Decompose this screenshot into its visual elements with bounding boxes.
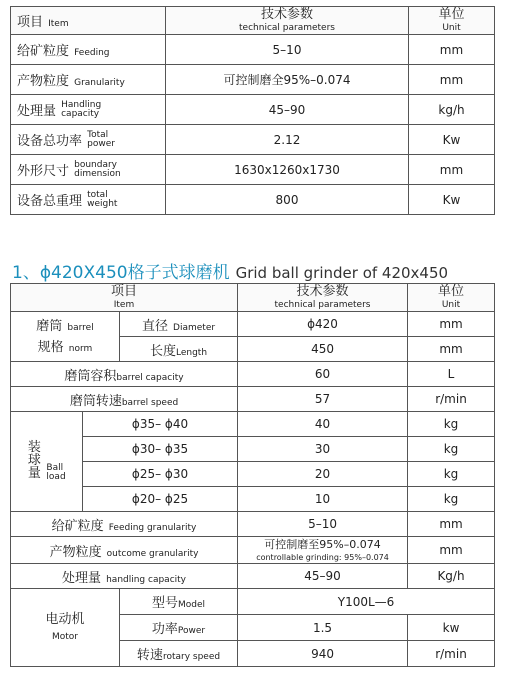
barrel-spec-en-2: norm xyxy=(68,343,93,354)
ball-load-zh-3: 量 xyxy=(27,466,41,482)
row-label-en-1: Handling xyxy=(61,100,102,111)
barrel-spec-zh-1: 磨筒 xyxy=(36,318,63,334)
ball-unit: kg xyxy=(408,462,495,487)
barrel-spec-en-1: barrel xyxy=(67,322,94,333)
rotary-en: rotary speed xyxy=(162,652,221,662)
outcome-value-en: controllable grinding: 95%–0.074 xyxy=(256,553,389,562)
table-row xyxy=(11,35,495,65)
ball-size: ϕ25– ϕ30 xyxy=(83,462,238,487)
header-unit xyxy=(408,284,495,312)
rotary-zh: 转速 xyxy=(136,648,163,663)
row-value: 1630x1260x1730 xyxy=(166,155,409,185)
row-label-zh: 给矿粒度 xyxy=(17,44,70,59)
row-value: 45–90 xyxy=(166,95,409,125)
table-row xyxy=(11,387,495,412)
table-row xyxy=(11,95,495,125)
ball-load-en-2: load xyxy=(46,471,66,482)
row-unit: mm xyxy=(409,35,495,65)
model-zh: 型号 xyxy=(151,596,178,611)
row-unit: kg/h xyxy=(409,95,495,125)
table-row xyxy=(11,589,495,615)
table-row xyxy=(11,512,495,537)
capacity-unit: L xyxy=(408,362,495,387)
row-unit: Kw xyxy=(409,125,495,155)
row-unit: mm xyxy=(409,65,495,95)
table-row xyxy=(11,155,495,185)
ball-value: 40 xyxy=(238,412,408,437)
row-value: 800 xyxy=(166,185,409,215)
outcome-en: outcome granularity xyxy=(106,548,199,559)
header-tech xyxy=(238,284,408,312)
header-item-en: Item xyxy=(113,300,135,310)
capacity-en: barrel capacity xyxy=(116,372,184,383)
row-value: 5–10 xyxy=(166,35,409,65)
header-unit-zh: 单位 xyxy=(438,7,465,22)
header-unit xyxy=(409,7,495,35)
table-row xyxy=(11,537,495,564)
header-unit-en: Unit xyxy=(442,23,461,33)
ball-unit: kg xyxy=(408,437,495,462)
table-row xyxy=(11,65,495,95)
power-value: 1.5 xyxy=(238,615,408,641)
header-tech-zh: 技术参数 xyxy=(296,284,349,299)
barrel-spec-label xyxy=(11,312,120,362)
length-en: Length xyxy=(175,347,208,358)
table-row xyxy=(11,487,495,512)
feeding-en: Feeding granularity xyxy=(108,522,197,533)
table-row xyxy=(11,564,495,589)
ball-size: ϕ35– ϕ40 xyxy=(83,412,238,437)
header-tech xyxy=(166,7,409,35)
section-title xyxy=(12,258,448,283)
row-label-en-1: boundary xyxy=(74,160,117,171)
row-unit: Kw xyxy=(409,185,495,215)
ball-load-label xyxy=(11,412,83,512)
outcome-zh: 产物粒度 xyxy=(49,544,102,560)
outcome-value-zh: 可控制磨至95%–0.074 xyxy=(264,538,381,551)
row-value: 2.12 xyxy=(166,125,409,155)
ball-size: ϕ20– ϕ25 xyxy=(83,487,238,512)
row-label-en-1: Total xyxy=(87,130,109,141)
table-row xyxy=(11,437,495,462)
header-tech-en: technical parameters xyxy=(239,23,335,33)
header-item-zh: 项目 xyxy=(17,15,44,30)
row-value: 可控制磨全95%–0.074 xyxy=(166,65,409,95)
power-en: Power xyxy=(177,626,206,636)
capacity-value: 60 xyxy=(238,362,408,387)
row-label-zh: 设备总重理 xyxy=(17,193,83,209)
speed-value: 57 xyxy=(238,387,408,412)
handling-zh: 处理量 xyxy=(61,570,101,586)
feeding-zh: 给矿粒度 xyxy=(51,518,104,534)
rotary-value: 940 xyxy=(238,641,408,667)
row-label-zh: 产物粒度 xyxy=(17,74,70,89)
row-label-zh: 设备总功率 xyxy=(17,133,83,149)
header-item xyxy=(11,284,238,312)
power-zh: 功率 xyxy=(151,622,178,637)
length-zh: 长度 xyxy=(149,343,176,359)
row-label-en-2: power xyxy=(87,139,115,150)
row-label-zh: 处理量 xyxy=(17,103,57,119)
row-label-en-2: capacity xyxy=(61,109,100,120)
motor-en: Motor xyxy=(51,632,78,642)
table-row xyxy=(11,125,495,155)
handling-unit: Kg/h xyxy=(408,564,495,589)
spec-table-2 xyxy=(10,283,495,667)
feeding-value: 5–10 xyxy=(238,512,408,537)
row-label-en-2: dimension xyxy=(74,169,121,180)
capacity-zh: 磨筒容积 xyxy=(64,368,117,384)
ball-unit: kg xyxy=(408,487,495,512)
table-row xyxy=(11,362,495,387)
ball-size: ϕ30– ϕ35 xyxy=(83,437,238,462)
ball-value: 20 xyxy=(238,462,408,487)
rotary-unit: r/min xyxy=(408,641,495,667)
header-unit-zh: 单位 xyxy=(438,284,465,299)
diameter-zh: 直径 xyxy=(141,318,168,334)
diameter-value: ϕ420 xyxy=(238,312,408,337)
row-label-zh: 外形尺寸 xyxy=(17,163,70,179)
power-unit: kw xyxy=(408,615,495,641)
ball-unit: kg xyxy=(408,412,495,437)
model-en: Model xyxy=(178,600,206,610)
header-item-en: Item xyxy=(48,19,69,29)
motor-zh: 电动机 xyxy=(45,612,85,627)
table-row xyxy=(11,185,495,215)
row-label-en: Feeding xyxy=(74,48,110,58)
header-item xyxy=(11,7,166,35)
table-row xyxy=(11,312,495,337)
motor-label xyxy=(11,589,120,667)
ball-load-zh-1: 装 xyxy=(27,440,41,456)
table-header-row xyxy=(11,284,495,312)
diameter-en: Diameter xyxy=(173,322,216,333)
diameter-unit: mm xyxy=(408,312,495,337)
handling-en: handling capacity xyxy=(106,574,187,585)
ball-load-en-1: Ball xyxy=(46,462,64,473)
handling-value: 45–90 xyxy=(238,564,408,589)
ball-value: 10 xyxy=(238,487,408,512)
section-title-en: Grid ball grinder of 420x450 xyxy=(235,264,449,282)
speed-unit: r/min xyxy=(408,387,495,412)
spec-table-1 xyxy=(10,6,495,215)
header-tech-zh: 技术参数 xyxy=(260,7,313,22)
section-title-zh: 1、ϕ420X450格子式球磨机 xyxy=(12,263,230,283)
ball-load-zh-2: 球 xyxy=(27,453,41,469)
header-item-zh: 项目 xyxy=(111,284,138,299)
speed-en: barrel speed xyxy=(121,397,179,408)
speed-zh: 磨筒转速 xyxy=(69,393,122,409)
header-unit-en: Unit xyxy=(441,300,461,310)
header-tech-en: technical parameters xyxy=(274,300,371,310)
barrel-spec-zh-2: 规格 xyxy=(37,339,64,355)
row-label-en: Granularity xyxy=(74,78,125,88)
row-label-en-1: total xyxy=(87,190,108,201)
outcome-unit: mm xyxy=(408,537,495,564)
length-unit: mm xyxy=(408,337,495,362)
length-value: 450 xyxy=(238,337,408,362)
feeding-unit: mm xyxy=(408,512,495,537)
outcome-value xyxy=(238,537,408,564)
row-label-en-2: weight xyxy=(87,199,118,210)
model-value: Y100L—6 xyxy=(238,589,495,615)
table-header-row xyxy=(11,7,495,35)
row-unit: mm xyxy=(409,155,495,185)
ball-value: 30 xyxy=(238,437,408,462)
table-row xyxy=(11,412,495,437)
table-row xyxy=(11,462,495,487)
